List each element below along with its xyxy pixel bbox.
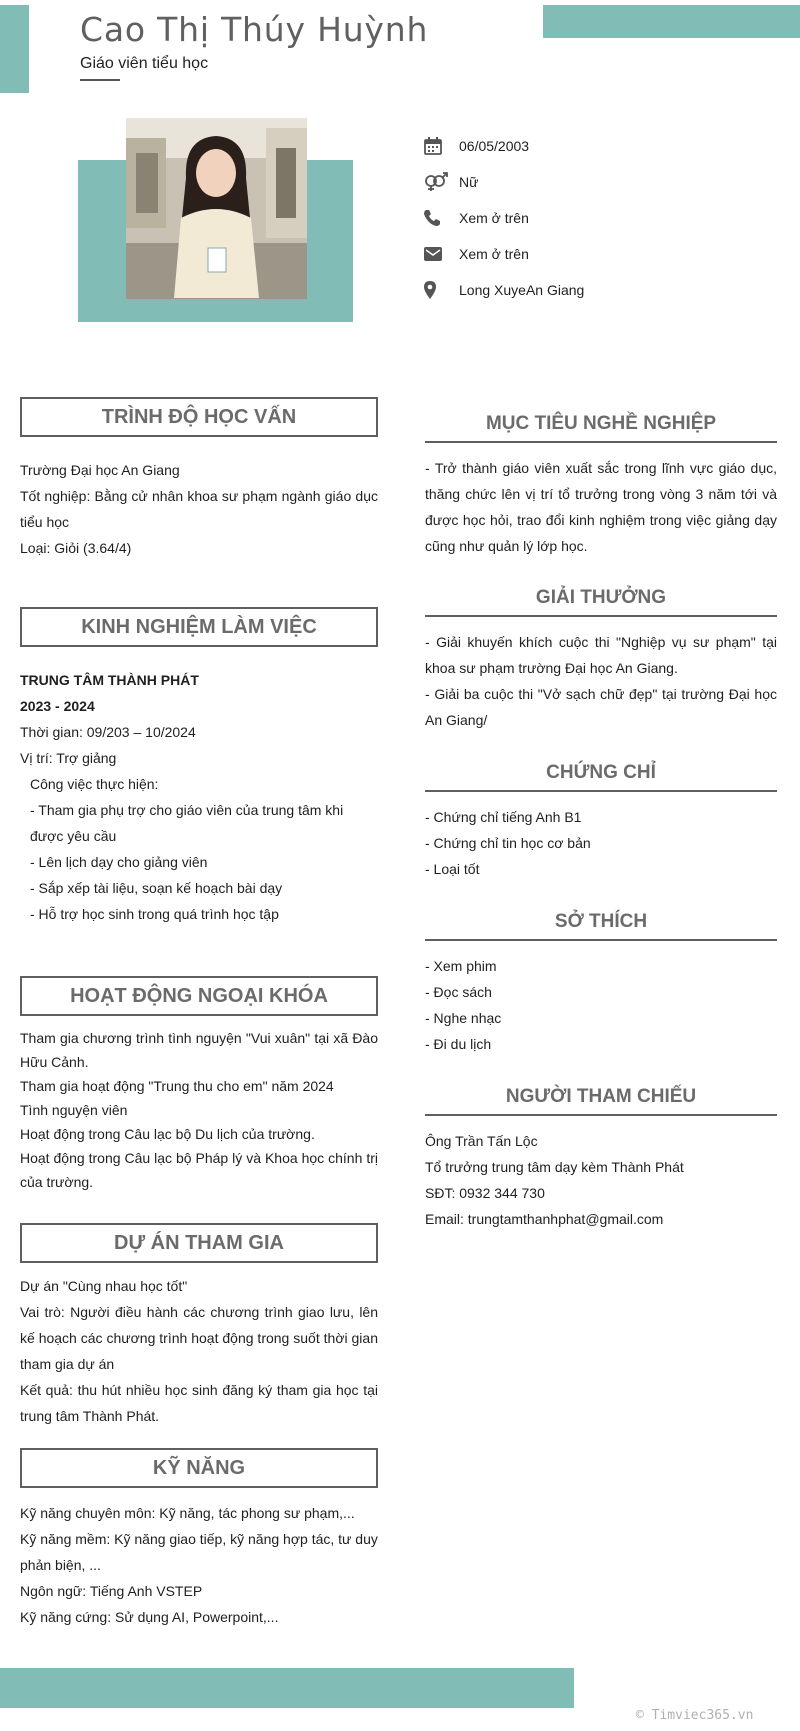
activity-item: Tham gia hoạt động "Trung thu cho em" năm 2024 bbox=[20, 1078, 334, 1094]
awards-section bbox=[425, 587, 777, 733]
hobby-item: - Đi du lịch bbox=[425, 1036, 492, 1052]
certificate-item: - Chứng chỉ tin học cơ bản bbox=[425, 835, 591, 851]
experience-position: Vị trí: Trợ giảng bbox=[20, 750, 117, 766]
decor-block-top-right bbox=[543, 5, 800, 38]
hobbies-body bbox=[425, 953, 777, 1057]
skill-item: Kỹ năng chuyên môn: Kỹ năng, tác phong sư phạm,... bbox=[20, 1505, 355, 1521]
activities-body bbox=[20, 1026, 378, 1194]
education-section bbox=[20, 397, 378, 561]
location-value: Long XuyeAn Giang bbox=[459, 282, 585, 298]
gender-value: Nữ bbox=[459, 174, 479, 190]
education-body bbox=[20, 457, 378, 561]
certificates-section bbox=[425, 762, 777, 882]
experience-duty: - Lên lịch dạy cho giảng viên bbox=[30, 854, 208, 870]
objective-text: - Trở thành giáo viên xuất sắc trong lĩnh vực giáo dục, thăng chức lên vị trí tổ trưởng trong vòng 3 năm tới và được học hỏi, trao đổi kinh nghiệm trong việc giảng dạy cũng như quản lý lớp học. bbox=[425, 460, 777, 554]
activity-item: Tình nguyện viên bbox=[20, 1102, 128, 1118]
projects-body bbox=[20, 1273, 378, 1429]
birthdate-value: 06/05/2003 bbox=[459, 138, 530, 154]
education-grade: Loại: Giỏi (3.64/4) bbox=[20, 540, 132, 556]
calendar-icon bbox=[423, 136, 459, 156]
phone-icon bbox=[423, 209, 459, 227]
activities-section bbox=[20, 976, 378, 1194]
experience-duty: - Sắp xếp tài liệu, soạn kế hoạch bài dạy bbox=[30, 880, 283, 896]
project-name: Dự án "Cùng nhau học tốt" bbox=[20, 1278, 188, 1294]
education-heading: TRÌNH ĐỘ HỌC VẤN bbox=[20, 397, 378, 437]
project-role: Vai trò: Người điều hành các chương trình giao lưu, lên kế hoạch các chương trình hoạt động trong suốt thời gian tham gia dự án bbox=[20, 1304, 378, 1372]
experience-duty: - Hỗ trợ học sinh trong quá trình học tập bbox=[30, 906, 279, 922]
watermark: © Timviec365.vn bbox=[636, 1708, 754, 1723]
decor-block-bottom bbox=[0, 1668, 574, 1708]
candidate-name: Cao Thị Thúy Huỳnh bbox=[80, 10, 429, 49]
skill-item: Ngôn ngữ: Tiếng Anh VSTEP bbox=[20, 1583, 203, 1599]
skill-item: Kỹ năng cứng: Sử dụng AI, Powerpoint,... bbox=[20, 1609, 279, 1625]
awards-heading: GIẢI THƯỞNG bbox=[425, 587, 777, 617]
activity-item: Tham gia chương trình tình nguyện "Vui xuân" tại xã Đào Hữu Cảnh. bbox=[20, 1030, 378, 1070]
hobby-item: - Xem phim bbox=[425, 958, 497, 974]
decor-block-top-left bbox=[0, 5, 29, 93]
experience-body bbox=[20, 667, 378, 927]
reference-phone: SĐT: 0932 344 730 bbox=[425, 1185, 545, 1201]
job-title: Giáo viên tiểu học bbox=[80, 55, 209, 72]
projects-heading: DỰ ÁN THAM GIA bbox=[20, 1223, 378, 1263]
email-value: Xem ở trên bbox=[459, 246, 529, 262]
activities-heading: HOẠT ĐỘNG NGOẠI KHÓA bbox=[20, 976, 378, 1016]
award-item: - Giải ba cuộc thi "Vở sạch chữ đẹp" tại trường Đại học An Giang/ bbox=[425, 686, 777, 728]
certificate-item: - Loại tốt bbox=[425, 861, 480, 877]
gender-icon bbox=[423, 172, 459, 192]
phone-value: Xem ở trên bbox=[459, 210, 529, 226]
certificate-item: - Chứng chỉ tiếng Anh B1 bbox=[425, 809, 582, 825]
reference-title: Tổ trưởng trung tâm dạy kèm Thành Phát bbox=[425, 1159, 684, 1175]
experience-section bbox=[20, 607, 378, 927]
title-underline bbox=[80, 79, 120, 81]
certificates-body bbox=[425, 804, 777, 882]
activity-item: Hoạt động trong Câu lạc bộ Pháp lý và Khoa học chính trị của trường. bbox=[20, 1150, 378, 1190]
reference-email: Email: trungtamthanhphat@gmail.com bbox=[425, 1211, 664, 1227]
award-item: - Giải khuyến khích cuộc thi "Nghiệp vụ sư phạm" tại khoa sư phạm trường Đại học An Giang. bbox=[425, 634, 777, 676]
skills-heading: KỸ NĂNG bbox=[20, 1448, 378, 1488]
education-degree: Tốt nghiệp: Bằng cử nhân khoa sư phạm ngành giáo dục tiểu học bbox=[20, 488, 378, 530]
hobby-item: - Nghe nhạc bbox=[425, 1010, 502, 1026]
experience-company: TRUNG TÂM THÀNH PHÁT bbox=[20, 672, 199, 688]
hobbies-heading: SỞ THÍCH bbox=[425, 911, 777, 941]
reference-name: Ông Trần Tấn Lộc bbox=[425, 1133, 538, 1149]
contact-info bbox=[423, 128, 783, 308]
contact-phone bbox=[423, 200, 783, 236]
experience-duty: - Tham gia phụ trợ cho giáo viên của trung tâm khi được yêu cầu bbox=[30, 802, 344, 844]
objective-section bbox=[425, 413, 777, 559]
skill-item: Kỹ năng mềm: Kỹ năng giao tiếp, kỹ năng hợp tác, tư duy phản biện, ... bbox=[20, 1531, 378, 1573]
references-section bbox=[425, 1086, 777, 1232]
experience-duties-title: Công việc thực hiện: bbox=[30, 776, 159, 792]
experience-period: 2023 - 2024 bbox=[20, 698, 95, 714]
hobbies-section bbox=[425, 911, 777, 1057]
references-heading: NGƯỜI THAM CHIẾU bbox=[425, 1086, 777, 1116]
contact-location bbox=[423, 272, 783, 308]
experience-time: Thời gian: 09/203 – 10/2024 bbox=[20, 724, 196, 740]
certificates-heading: CHỨNG CHỈ bbox=[425, 762, 777, 792]
contact-birthdate bbox=[423, 128, 783, 164]
skills-body bbox=[20, 1500, 378, 1630]
contact-email bbox=[423, 236, 783, 272]
projects-section bbox=[20, 1223, 378, 1429]
project-result: Kết quả: thu hút nhiều học sinh đăng ký tham gia học tại trung tâm Thành Phát. bbox=[20, 1382, 378, 1424]
hobby-item: - Đọc sách bbox=[425, 984, 492, 1000]
objective-heading: MỤC TIÊU NGHỀ NGHIỆP bbox=[425, 413, 777, 443]
contact-gender bbox=[423, 164, 783, 200]
skills-section bbox=[20, 1448, 378, 1630]
profile-photo bbox=[126, 118, 307, 299]
activity-item: Hoạt động trong Câu lạc bộ Du lịch của trường. bbox=[20, 1126, 315, 1142]
experience-heading: KINH NGHIỆM LÀM VIỆC bbox=[20, 607, 378, 647]
location-icon bbox=[423, 280, 459, 300]
email-icon bbox=[423, 245, 459, 263]
references-body bbox=[425, 1128, 777, 1232]
awards-body bbox=[425, 629, 777, 733]
education-school: Trường Đại học An Giang bbox=[20, 462, 180, 478]
